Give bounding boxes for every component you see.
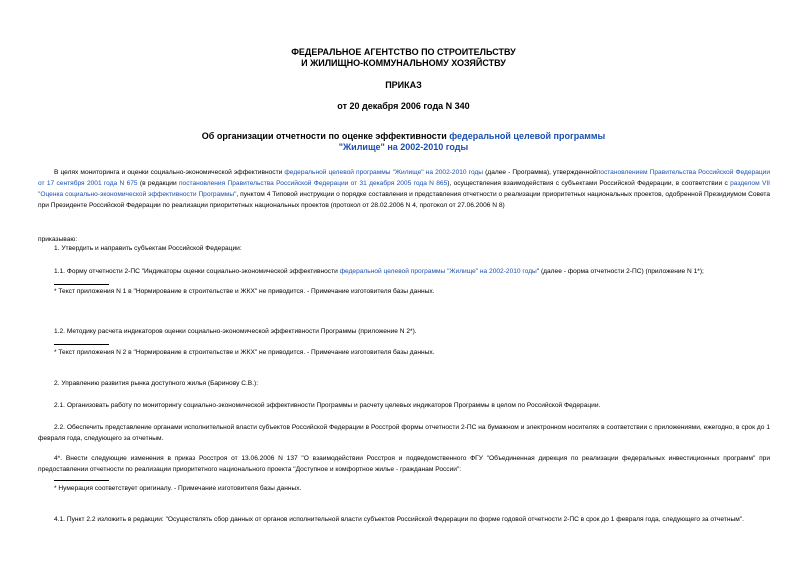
item-2-2: 2.2. Обеспечить представление органами исполнительной власти субъектов Российской Федерации в Росстрой формы отчетности 2-ПС на бумажном и электронном носителях в соответствии с приложениями, ежегодно, в срок до 1 февраля года, следующего за отчетным.: [38, 424, 770, 442]
title-text: Об организации отчетности по оценке эффективности: [201, 131, 450, 141]
intro-text-3: (в редакции: [137, 180, 179, 187]
item-1-2: 1.2. Методику расчета индикаторов оценки социально-экономической эффективности Программы (приложение N 2*).: [54, 328, 417, 335]
title-program-link-2[interactable]: "Жилище" на 2002-2010 годы: [338, 142, 469, 152]
item-2: 2. Управлению развития рынка доступного жилья (Баринову С.В.):: [54, 380, 259, 387]
document-title-line2: [0, 142, 807, 153]
title-program-link[interactable]: федеральной целевой программы: [449, 131, 606, 141]
item-1-1: [38, 266, 770, 277]
item-2-1: 2.1. Организовать работу по мониторингу социально-экономической эффективности Программы и расчету целевых индикаторов Программы в целом по Российской Федерации.: [54, 402, 601, 409]
footnote-1: * Текст приложения N 1 в "Нормирование в строительстве и ЖКХ" не приводится. - Примечание изготовителя базы данных.: [54, 288, 435, 295]
order-word: приказываю:: [38, 236, 78, 243]
item-1-1-text: 1.1. Форму отчетности 2-ПС "Индикаторы оценки социально-экономической эффективности: [54, 268, 340, 275]
decree-865-link[interactable]: постановления Правительства Российской Федерации от 31 декабря 2005 года N 865: [178, 180, 448, 187]
item-1-1-text-2: " (далее - форма отчетности 2-ПС) (приложение N 1*);: [536, 268, 704, 275]
item-4: 4*. Внести следующие изменения в приказ Росстроя от 13.06.2006 N 137 "О взаимодействии Росстроя и подведомственного ФГУ "Объединенная дирекция по реализации федеральных инвестиционных программ" при предоставлении отчетности по реализации приоритетного национального проекта "Доступное и комфортное жилье - гражданам России":: [38, 455, 770, 473]
document-date: от 20 декабря 2006 года N 340: [337, 101, 470, 111]
agency-name-line2: И ЖИЛИЩНО-КОММУНАЛЬНОМУ ХОЗЯЙСТВУ: [301, 58, 506, 68]
footnote-separator: [54, 284, 109, 285]
program-link[interactable]: федеральной целевой программы "Жилище" на 2002-2010 годы: [284, 169, 484, 176]
intro-text-2: (далее - Программа), утвержденной: [483, 169, 597, 176]
section-vii-link[interactable]: разделом VII "Оценка социально-экономической эффективности Программы": [38, 180, 771, 198]
footnote-2: * Текст приложения N 2 в "Нормирование в строительстве и ЖКХ" не приводится. - Примечание изготовителя базы данных.: [54, 349, 435, 356]
item-1-1-program-link[interactable]: федеральной целевой программы "Жилище" на 2002-2010 годы: [339, 268, 537, 275]
intro-text-1: В целях мониторинга и оценки социально-экономической эффективности: [54, 169, 285, 176]
document-type: ПРИКАЗ: [385, 80, 422, 90]
agency-name-line1: ФЕДЕРАЛЬНОЕ АГЕНТСТВО ПО СТРОИТЕЛЬСТВУ: [291, 47, 516, 57]
item-1: 1. Утвердить и направить субъектам Российской Федерации:: [54, 245, 242, 252]
footnote-separator: [54, 344, 109, 345]
intro-paragraph: [38, 167, 770, 211]
intro-text-5: , пунктом 4 Типовой инструкции о порядке составления и представления отчетности о реализации приоритетных национальных проектов, одобренной Президиумом Совета при Президенте Российской Федерации по реализации приоритетных национальных проектов (протокол от 28.02.2006 N 4, протокол от 27.06.2006 N 8): [38, 191, 770, 209]
footnote-separator: [54, 480, 109, 481]
footnote-3: * Нумерация соответствует оригиналу. - Примечание изготовителя базы данных.: [54, 485, 302, 492]
document-title: [0, 131, 807, 142]
intro-text-4: ), осуществления взаимодействия с субъектами Российской Федерации, в соответствии с: [447, 180, 731, 187]
item-4-1: 4.1. Пункт 2.2 изложить в редакции: "Осуществлять сбор данных от органов исполнительной власти субъектов Российской Федерации по форме годовой отчетности 2-ПС в срок до 1 февраля года, следующего за отчетным".: [54, 516, 744, 523]
decree-675-link[interactable]: постановлением Правительства Российской Федерации от 17 сентября 2001 года N 675: [38, 169, 771, 187]
